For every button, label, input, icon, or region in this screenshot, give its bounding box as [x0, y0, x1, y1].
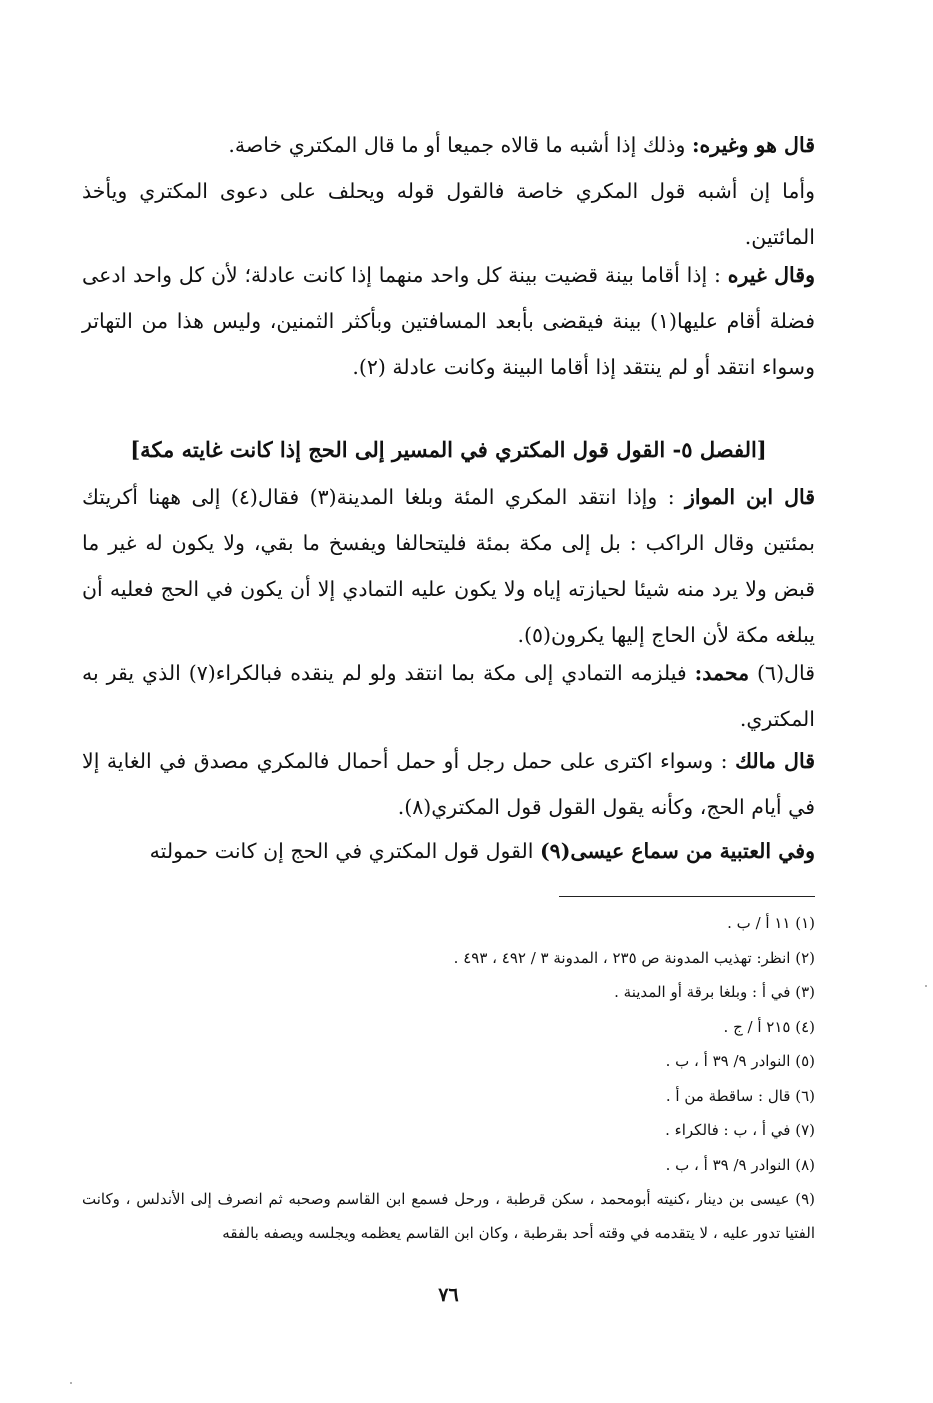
- footnotes: [82, 906, 815, 1250]
- footnote-divider: [559, 896, 815, 897]
- paragraph-7-text: القول قول المكتري في الحج إن كانت حمولته: [149, 839, 540, 863]
- footnote-8: (٨) النوادر ٩/ ٣٩ أ ، ب .: [665, 1155, 815, 1174]
- paragraph-5-text: فيلزمه التمادي إلى مكة بما انتقد ولو لم ينقده فبالكراء(٧) الذي يقر به المكتري.: [82, 661, 815, 731]
- footnote-6: (٦) قال : ساقطة من أ .: [665, 1086, 815, 1105]
- paragraph-4-lead: قال ابن المواز: [685, 485, 816, 509]
- paragraph-1-text: وذلك إذا أشبه ما قالاه جميعا أو ما قال المكتري خاصة.: [228, 133, 692, 157]
- paragraph-1-lead: قال هو وغيره:: [691, 133, 815, 157]
- paragraph-3-text: : إذا أقاما بينة قضيت بينة كل واحد منهما إذا كانت عادلة؛ لأن كل واحد ادعى فضلة أقام عليها(١) بينة فيقضى بأبعد المسافتين وبأكثر الثمنين، وليس هذا من التهاتر وسواء انتقد أو لم ينتقد إذا أقاما البينة وكانت عادلة (٢).: [82, 263, 816, 379]
- paragraph-5: [82, 650, 815, 742]
- paragraph-3-lead: وقال غيره: [727, 263, 816, 287]
- footnote-3: (٣) في أ : وبلغا برقة أو المدينة .: [614, 983, 815, 1001]
- paragraph-3: [82, 252, 815, 390]
- paragraph-6-text: : وسواء اكترى على حمل رجل أو حمل أحمال فالمكري مصدق في الغاية إلا في أيام الحج، وكأنه يقول القول قول المكتري(٨).: [82, 749, 815, 819]
- paragraph-6-lead: قال مالك: [735, 749, 815, 773]
- scan-speck: [70, 1382, 72, 1384]
- book-page: [82, 0, 815, 1403]
- paragraph-7-lead: وفي العتبية من سماع عيسى(٩): [539, 839, 815, 863]
- scan-speck: [925, 985, 927, 987]
- footnote-2: (٢) انظر: تهذيب المدونة ص ٢٣٥ ، المدونة ٣ / ٤٩٢ ، ٤٩٣ .: [453, 948, 815, 967]
- footnote-4: (٤) ٢١٥ أ / ج .: [723, 1017, 815, 1036]
- paragraph-2-text: وأما إن أشبه قول المكري خاصة فالقول قوله ويحلف على دعوى المكتري ويأخذ المائتين.: [82, 179, 815, 249]
- paragraph-1: [82, 122, 815, 168]
- footnote-1: (١) ١١ أ / ب .: [727, 914, 815, 932]
- page-number: ٧٦: [438, 1284, 459, 1306]
- paragraph-4: [82, 474, 815, 658]
- paragraph-5-pre: قال(٦): [749, 661, 816, 685]
- section-heading: [الفصل ٥- القول قول المكتري في المسير إلى الحج إذا كانت غايته مكة]: [130, 437, 767, 462]
- footnote-9: (٩) عيسى بن دينار ،كنيته أبومحمد ، سكن قرطبة ، ورحل فسمع ابن القاسم وصحبه ثم انصرف إلى الأندلس ، وكانت الفتيا تدور عليه ، لا يتقدمه في وقته أحد بقرطبة ، وكان ابن القاسم يعظمه ويجلسه ويصفه بالفقه: [82, 1190, 815, 1242]
- paragraph-2: [82, 168, 815, 260]
- paragraph-6: [82, 738, 815, 830]
- footnote-5: (٥) النوادر ٩/ ٣٩ أ ، ب .: [665, 1052, 815, 1070]
- paragraph-4-text: : وإذا انتقد المكري المئة وبلغا المدينة(٣) فقال(٤) إلى ههنا أكريتك بمئتين وقال الراكب : بل إلى مكة بمئة فليتحالفا ويفسخ ما بقي، ولا يكون له غير ما قبض ولا يرد منه شيئا لحيازته إياه ولا يكون عليه التمادي إلا أن يكون في الحج فعليه أن يبلغه مكة لأن الحاج إليها يكرون(٥).: [82, 485, 815, 647]
- paragraph-5-lead: محمد:: [694, 661, 750, 685]
- paragraph-7: [82, 828, 815, 874]
- footnote-7: (٧) في أ ، ب : فالكراء .: [665, 1121, 815, 1139]
